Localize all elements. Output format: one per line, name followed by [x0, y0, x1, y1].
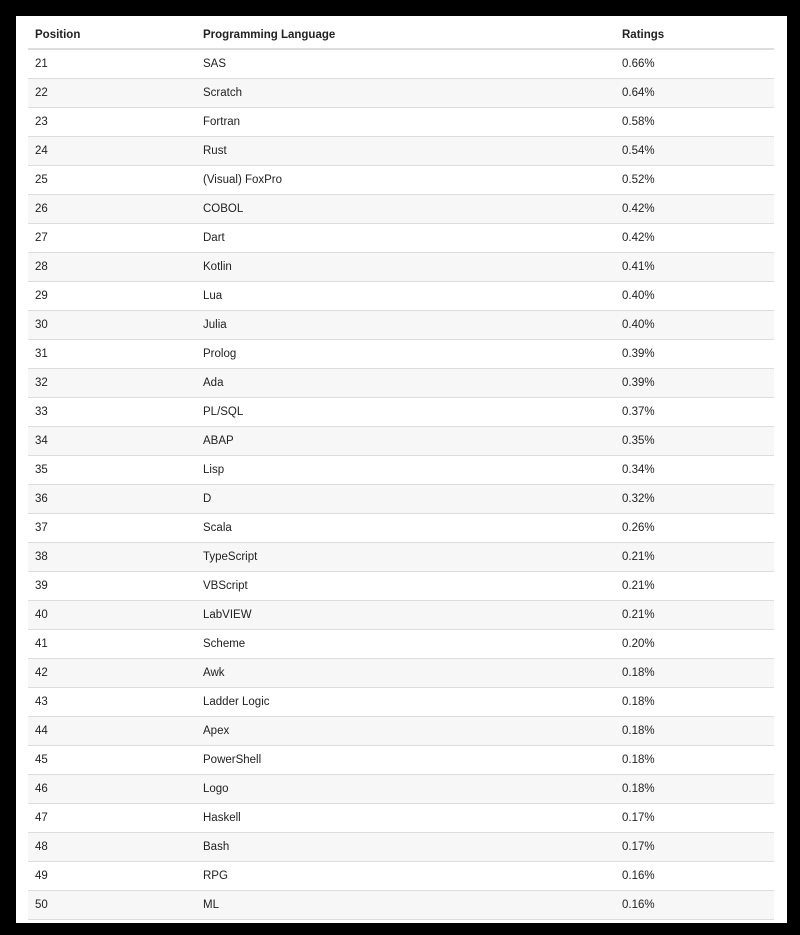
cell-language: Apex: [196, 717, 615, 746]
cell-language: (Visual) FoxPro: [196, 166, 615, 195]
cell-rating: 0.16%: [615, 891, 774, 920]
cell-language: TypeScript: [196, 543, 615, 572]
cell-rating: 0.39%: [615, 340, 774, 369]
cell-rating: 0.20%: [615, 630, 774, 659]
table-row: [28, 49, 774, 79]
table-row: [28, 717, 774, 746]
cell-language: Fortran: [196, 108, 615, 137]
cell-language: LabVIEW: [196, 601, 615, 630]
cell-position: 24: [28, 137, 196, 166]
cell-language: Kotlin: [196, 253, 615, 282]
cell-position: 29: [28, 282, 196, 311]
rankings-table: [28, 22, 774, 920]
table-row: [28, 891, 774, 920]
table-row: [28, 253, 774, 282]
cell-position: 36: [28, 485, 196, 514]
cell-rating: 0.18%: [615, 775, 774, 804]
cell-position: 25: [28, 166, 196, 195]
cell-rating: 0.21%: [615, 572, 774, 601]
cell-language: PowerShell: [196, 746, 615, 775]
cell-rating: 0.18%: [615, 746, 774, 775]
table-row: [28, 398, 774, 427]
cell-rating: 0.66%: [615, 49, 774, 79]
cell-language: Ladder Logic: [196, 688, 615, 717]
cell-position: 30: [28, 311, 196, 340]
cell-rating: 0.39%: [615, 369, 774, 398]
cell-language: Rust: [196, 137, 615, 166]
cell-position: 47: [28, 804, 196, 833]
table-row: [28, 166, 774, 195]
cell-position: 50: [28, 891, 196, 920]
cell-position: 42: [28, 659, 196, 688]
cell-position: 28: [28, 253, 196, 282]
cell-position: 22: [28, 79, 196, 108]
cell-rating: 0.21%: [615, 601, 774, 630]
cell-rating: 0.34%: [615, 456, 774, 485]
table-row: [28, 137, 774, 166]
cell-rating: 0.42%: [615, 224, 774, 253]
cell-position: 33: [28, 398, 196, 427]
table-row: [28, 369, 774, 398]
cell-language: Lua: [196, 282, 615, 311]
table-row: [28, 311, 774, 340]
cell-position: 45: [28, 746, 196, 775]
cell-rating: 0.26%: [615, 514, 774, 543]
cell-position: 49: [28, 862, 196, 891]
cell-position: 48: [28, 833, 196, 862]
header-position: Position: [28, 22, 196, 49]
cell-language: Dart: [196, 224, 615, 253]
cell-language: Ada: [196, 369, 615, 398]
cell-rating: 0.64%: [615, 79, 774, 108]
cell-rating: 0.18%: [615, 688, 774, 717]
header-language: Programming Language: [196, 22, 615, 49]
cell-position: 41: [28, 630, 196, 659]
cell-rating: 0.17%: [615, 804, 774, 833]
cell-position: 39: [28, 572, 196, 601]
table-row: [28, 514, 774, 543]
table-card: [16, 16, 787, 923]
table-row: [28, 282, 774, 311]
table-row: [28, 601, 774, 630]
table-row: [28, 108, 774, 137]
table-row: [28, 456, 774, 485]
cell-rating: 0.32%: [615, 485, 774, 514]
table-body: [28, 49, 774, 920]
cell-language: Bash: [196, 833, 615, 862]
cell-language: Prolog: [196, 340, 615, 369]
table-row: [28, 804, 774, 833]
cell-rating: 0.40%: [615, 311, 774, 340]
cell-language: SAS: [196, 49, 615, 79]
cell-rating: 0.42%: [615, 195, 774, 224]
table-row: [28, 79, 774, 108]
table-row: [28, 195, 774, 224]
cell-rating: 0.18%: [615, 659, 774, 688]
cell-position: 43: [28, 688, 196, 717]
cell-rating: 0.17%: [615, 833, 774, 862]
cell-language: VBScript: [196, 572, 615, 601]
header-row: [28, 22, 774, 49]
cell-position: 23: [28, 108, 196, 137]
table-row: [28, 340, 774, 369]
cell-position: 40: [28, 601, 196, 630]
table-row: [28, 543, 774, 572]
cell-rating: 0.58%: [615, 108, 774, 137]
cell-rating: 0.52%: [615, 166, 774, 195]
table-header: [28, 22, 774, 49]
cell-language: Lisp: [196, 456, 615, 485]
cell-rating: 0.16%: [615, 862, 774, 891]
cell-position: 21: [28, 49, 196, 79]
table-row: [28, 833, 774, 862]
cell-language: Scratch: [196, 79, 615, 108]
table-row: [28, 775, 774, 804]
cell-position: 44: [28, 717, 196, 746]
cell-position: 37: [28, 514, 196, 543]
cell-language: ML: [196, 891, 615, 920]
table-row: [28, 427, 774, 456]
cell-language: Scheme: [196, 630, 615, 659]
cell-rating: 0.41%: [615, 253, 774, 282]
table-row: [28, 630, 774, 659]
cell-rating: 0.37%: [615, 398, 774, 427]
cell-language: Logo: [196, 775, 615, 804]
table-row: [28, 485, 774, 514]
cell-position: 38: [28, 543, 196, 572]
table-row: [28, 746, 774, 775]
table-row: [28, 659, 774, 688]
table-row: [28, 862, 774, 891]
cell-rating: 0.54%: [615, 137, 774, 166]
cell-position: 35: [28, 456, 196, 485]
cell-rating: 0.21%: [615, 543, 774, 572]
table-row: [28, 224, 774, 253]
cell-position: 27: [28, 224, 196, 253]
cell-rating: 0.35%: [615, 427, 774, 456]
cell-position: 32: [28, 369, 196, 398]
cell-language: Scala: [196, 514, 615, 543]
cell-position: 26: [28, 195, 196, 224]
table-row: [28, 688, 774, 717]
cell-position: 34: [28, 427, 196, 456]
table-row: [28, 572, 774, 601]
cell-language: RPG: [196, 862, 615, 891]
cell-language: D: [196, 485, 615, 514]
cell-language: PL/SQL: [196, 398, 615, 427]
cell-language: COBOL: [196, 195, 615, 224]
cell-language: Julia: [196, 311, 615, 340]
cell-rating: 0.18%: [615, 717, 774, 746]
header-ratings: Ratings: [615, 22, 774, 49]
cell-language: Haskell: [196, 804, 615, 833]
cell-position: 31: [28, 340, 196, 369]
cell-rating: 0.40%: [615, 282, 774, 311]
cell-position: 46: [28, 775, 196, 804]
cell-language: Awk: [196, 659, 615, 688]
cell-language: ABAP: [196, 427, 615, 456]
